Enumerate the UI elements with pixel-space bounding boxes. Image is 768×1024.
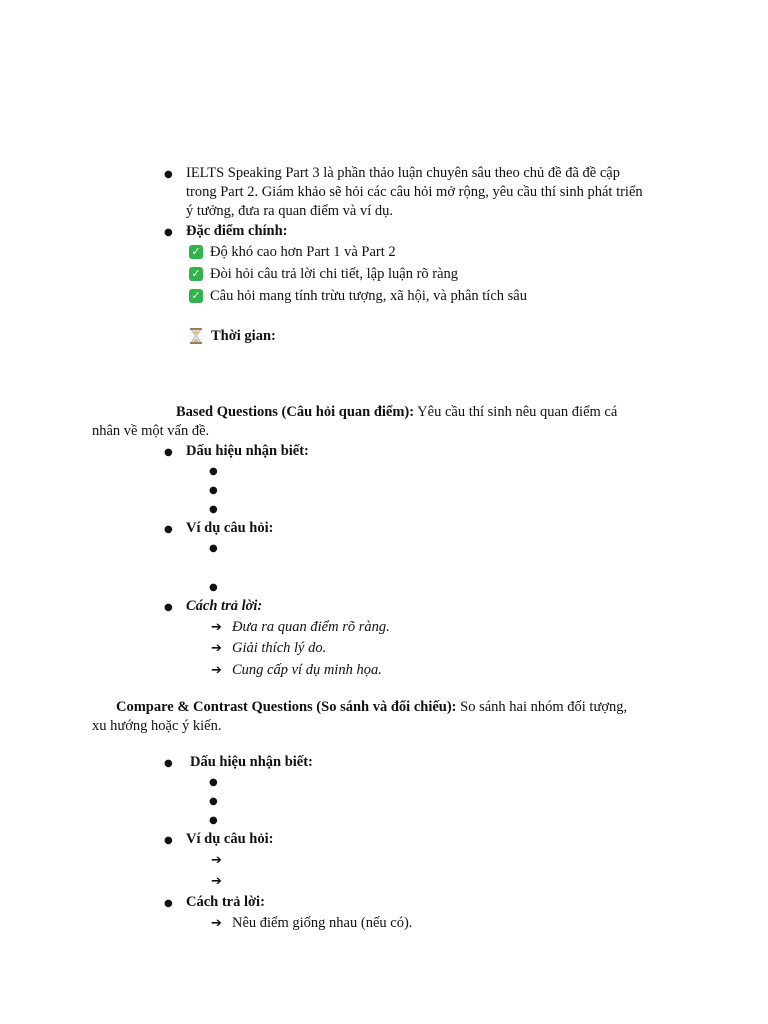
opinion-answer-step: Cung cấp ví dụ minh họa.	[232, 662, 382, 678]
opinion-signs-label: Dấu hiệu nhận biết:	[186, 443, 309, 459]
compare-desc-line-2: xu hướng hoặc ý kiến.	[92, 718, 222, 734]
sub-bullet: ●	[209, 815, 218, 826]
check-icon: ✓	[189, 245, 203, 259]
opinion-desc: Yêu cầu thí sinh nêu quan điểm cá	[414, 404, 618, 420]
sub-bullet: ●	[209, 582, 218, 593]
intro-line-1: IELTS Speaking Part 3 là phần thảo luận chuyên sâu theo chủ đề đã đề cập	[186, 165, 620, 181]
feature-item: Độ khó cao hơn Part 1 và Part 2	[210, 244, 396, 260]
bullet: ●	[164, 898, 173, 909]
arrow-icon: ➔	[211, 663, 222, 678]
arrow-icon: ➔	[211, 620, 222, 635]
opinion-answer-step: Đưa ra quan điểm rõ ràng.	[232, 619, 390, 635]
compare-signs-label: Dấu hiệu nhận biết:	[190, 754, 313, 770]
compare-desc-line-1	[116, 698, 627, 717]
bullet: ●	[164, 758, 173, 769]
opinion-desc-line-2: nhân về một vấn đề.	[92, 423, 210, 439]
arrow-icon: ➔	[211, 853, 222, 868]
opinion-answer-step: Giải thích lý do.	[232, 640, 327, 656]
opinion-title: Based Questions (Câu hỏi quan điểm):	[176, 404, 415, 420]
sub-bullet: ●	[209, 777, 218, 788]
bullet: ●	[164, 602, 173, 613]
time-label: Thời gian:	[211, 328, 276, 344]
sub-bullet: ●	[209, 543, 218, 554]
features-heading: Đặc điểm chính:	[186, 223, 288, 239]
opinion-answer-label: Cách trả lời:	[186, 598, 263, 614]
feature-item: Câu hỏi mang tính trừu tượng, xã hội, và phân tích sâu	[210, 288, 527, 304]
arrow-icon: ➔	[211, 874, 222, 889]
arrow-icon: ➔	[211, 641, 222, 656]
arrow-icon: ➔	[211, 916, 222, 931]
check-icon: ✓	[189, 289, 203, 303]
feature-item: Đòi hỏi câu trả lời chi tiết, lập luận rõ ràng	[210, 266, 459, 282]
compare-answer-step: Nêu điểm giống nhau (nếu có).	[232, 915, 413, 931]
bullet: ●	[164, 169, 173, 180]
compare-examples-label: Ví dụ câu hỏi:	[186, 831, 274, 847]
hourglass-icon	[190, 328, 202, 344]
sub-bullet: ●	[209, 504, 218, 515]
bullet: ●	[164, 524, 173, 535]
bullet: ●	[164, 447, 173, 458]
compare-desc: So sánh hai nhóm đối tượng,	[456, 699, 628, 715]
sub-bullet: ●	[209, 796, 218, 807]
sub-bullet: ●	[209, 466, 218, 477]
opinion-desc-line-1	[176, 403, 617, 422]
intro-line-3: ý tưởng, đưa ra quan điểm và ví dụ.	[186, 203, 394, 219]
compare-title: Compare & Contrast Questions (So sánh và đối chiếu):	[116, 699, 457, 715]
sub-bullet: ●	[209, 485, 218, 496]
check-icon: ✓	[189, 267, 203, 281]
bullet: ●	[164, 227, 173, 238]
bullet: ●	[164, 835, 173, 846]
compare-answer-label: Cách trả lời:	[186, 894, 265, 910]
opinion-examples-label: Ví dụ câu hỏi:	[186, 520, 274, 536]
intro-line-2: trong Part 2. Giám khảo sẽ hỏi các câu hỏi mở rộng, yêu cầu thí sinh phát triển	[186, 184, 643, 200]
